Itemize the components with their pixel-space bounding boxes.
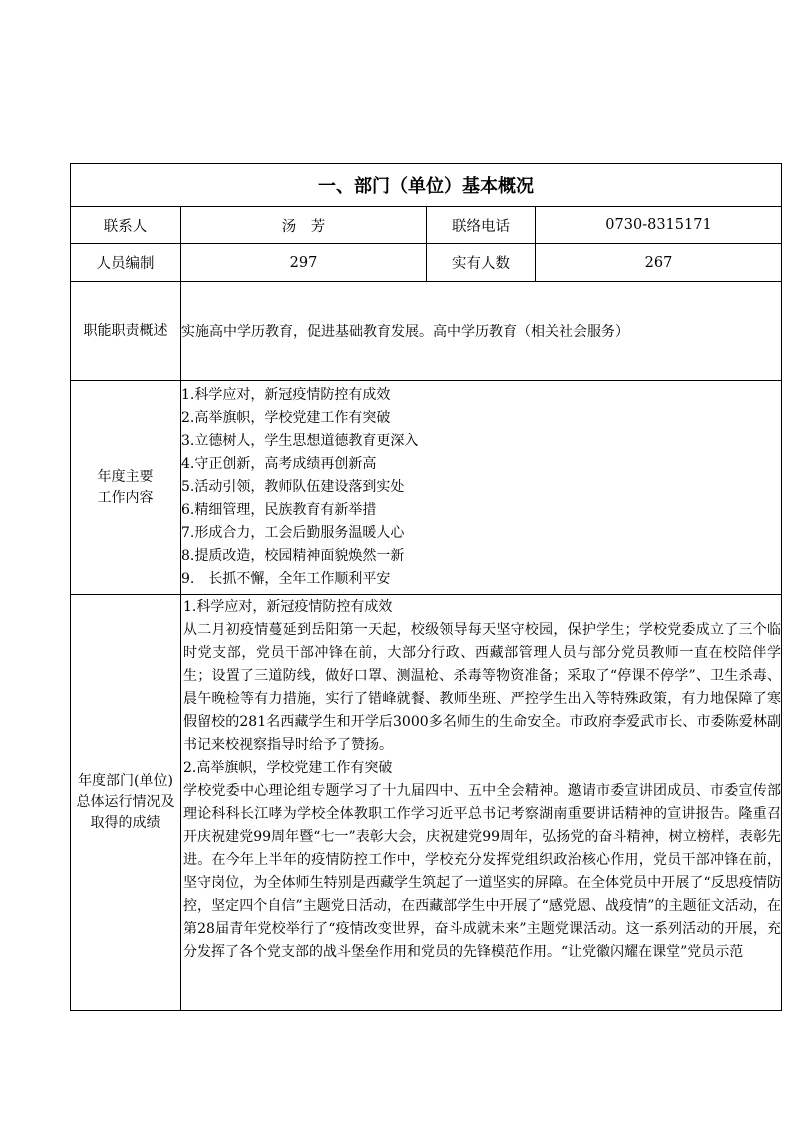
achievement-text-2: 学校党委中心理论组专题学习了十九届四中、五中全会精神。邀请市委宣讲团成员、市委宣传部理论科科长江哮为学校全体教职工作学习近平总书记考察湖南重要讲话精神的宣讲报告。隆重召开庆祝建党99周年暨“七一”表彰大会，庆祝建党99周年，弘扬党的奋斗精神，树立榜样，表彰先进。在今年上半年的疫情防控工作中，学校充分发挥党组织政治核心作用，党员干部冲锋在前，坚守岗位，为全体师生特别是西藏学生筑起了一道坚实的屏障。在全体党员中开展了“反思疫情防控，坚定四个自信”主题党日活动，在西藏部学生中开展了“感党恩、战疫情”的主题征文活动，在第28届青年党校举行了“疫情改变世界，奋斗成就未来”主题党课活动。这一系列活动的开展，充分发挥了各个党支部的战斗堡垒作用和党员的先锋模范作用。“让党徽闪耀在课堂”党员示范	[183, 783, 781, 960]
staff-quota-label: 人员编制	[71, 244, 181, 282]
achievement-label	[71, 595, 181, 1011]
list-item: 4.守正创新，高考成绩再创新高	[181, 456, 377, 472]
list-item: 6.精细管理，民族教育有新举措	[181, 502, 377, 518]
list-item: 2.高举旗帜，学校党建工作有突破	[181, 410, 391, 426]
list-item: 3.立德树人，学生思想道德教育更深入	[181, 433, 419, 449]
achievement-label-line1: 年度部门(单位)	[78, 773, 173, 789]
annual-work-label	[71, 381, 181, 595]
achievement-label-line2: 总体运行情况及	[76, 794, 175, 810]
list-item: 1.科学应对，新冠疫情防控有成效	[181, 387, 391, 403]
list-item: 9. 长抓不懈，全年工作顺利平安	[181, 571, 391, 587]
list-item: 5.活动引领，教师队伍建设落到实处	[181, 479, 405, 495]
phone-value: 0730-8315171	[536, 207, 782, 244]
achievement-text-1: 从二月初疫情蔓延到岳阳第一天起，校级领导每天坚守校园，保护学生；学校党委成立了三个临时党支部，党员干部冲锋在前，大部分行政、西藏部管理人员与部分党员教师一直在校陪伴学生；设置了三道防线，做好口罩、测温枪、杀毒等物资准备；采取了“停课不停学”、卫生杀毒、晨午晚检等有力措施，实行了错峰就餐、教师坐班、严控学生出入等特殊政策，有力地保障了寒假留校的281名西藏学生和开学后3000多名师生的生命安全。市政府李爱武市长、市委陈爱林副书记来校视察指导时给予了赞扬。	[183, 622, 781, 753]
staff-quota-value: 297	[181, 244, 427, 282]
annual-work-label-line1: 年度主要	[97, 468, 154, 485]
contact-value: 汤 芳	[181, 207, 427, 244]
actual-staff-value: 267	[536, 244, 782, 282]
annual-work-label-line2: 工作内容	[97, 489, 154, 506]
achievement-label-line3: 取得的成绩	[90, 815, 161, 831]
achievement-content	[181, 595, 782, 1011]
table-title: 一、部门（单位）基本概况	[71, 164, 782, 207]
achievement-heading-1: 1.科学应对，新冠疫情防控有成效	[183, 599, 393, 615]
duty-value: 实施高中学历教育，促进基础教育发展。高中学历教育（相关社会服务）	[181, 282, 782, 381]
duty-label: 职能职责概述	[71, 282, 181, 381]
actual-staff-label: 实有人数	[427, 244, 536, 282]
annual-work-list	[181, 381, 782, 595]
contact-label: 联系人	[71, 207, 181, 244]
phone-label: 联络电话	[427, 207, 536, 244]
list-item: 7.形成合力，工会后勤服务温暖人心	[181, 525, 405, 541]
basic-info-table	[70, 163, 782, 1011]
achievement-heading-2: 2.高举旗帜，学校党建工作有突破	[183, 760, 393, 776]
list-item: 8.提质改造，校园精神面貌焕然一新	[181, 548, 405, 564]
